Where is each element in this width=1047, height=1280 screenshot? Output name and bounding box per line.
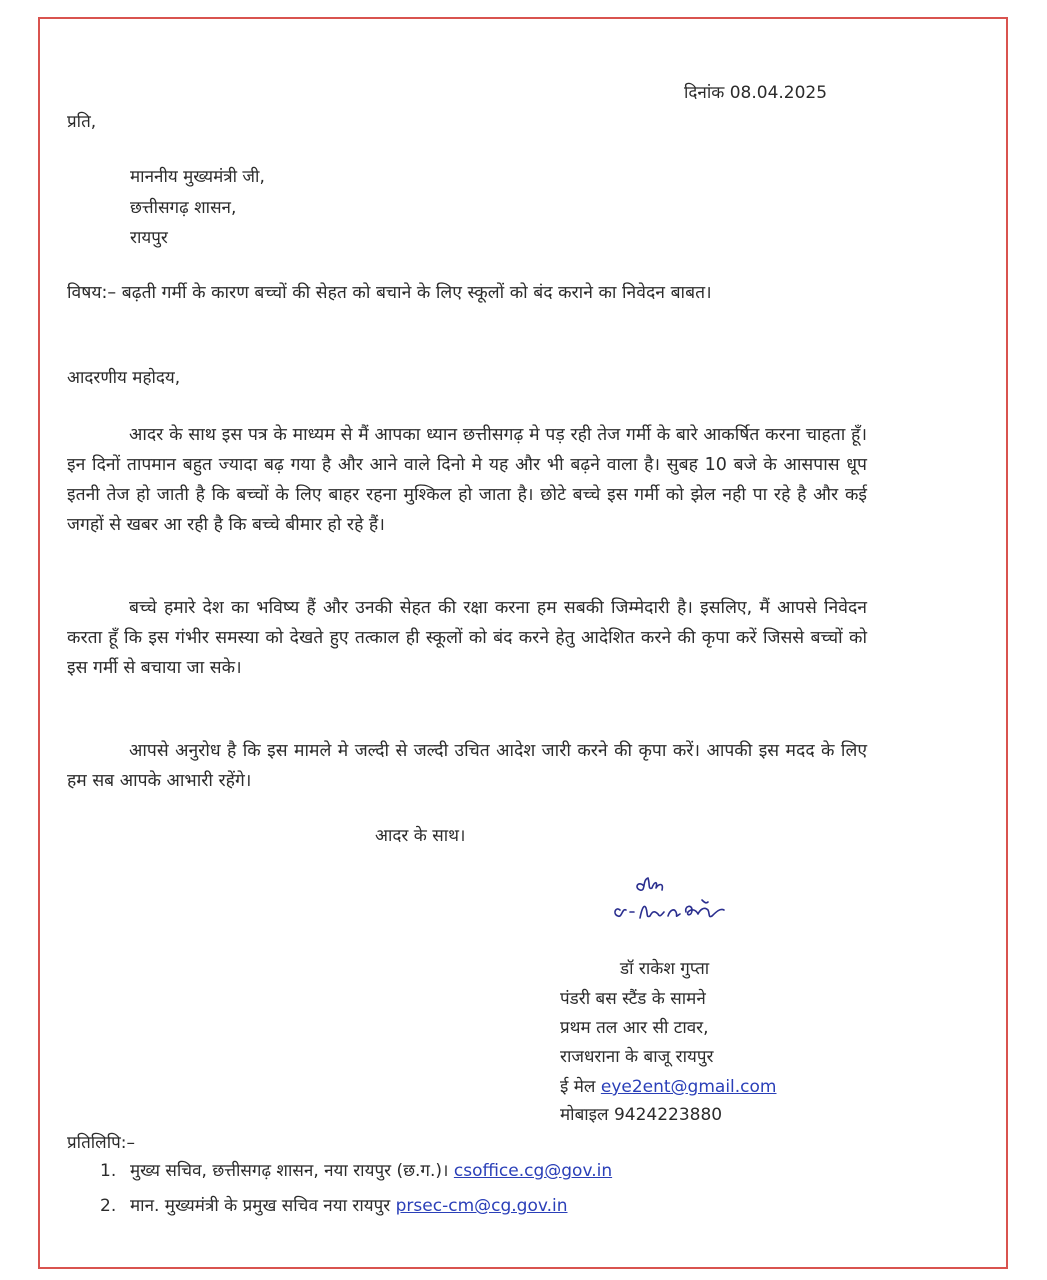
cc-item-1 <box>100 1160 612 1182</box>
to-label: प्रति, <box>67 112 97 132</box>
cc-item-1-email-link[interactable]: csoffice.cg@gov.in <box>453 1161 613 1181</box>
letter-date: दिनांक 08.04.2025 <box>684 83 828 103</box>
body-paragraph-1: आदर के साथ इस पत्र के माध्यम से मैं आपका ध्यान छत्तीसगढ़ मे पड़ रही तेज गर्मी के बारे आकर्षित करना चाहता हूँ। इन दिनों तापमान बहुत ज्यादा बढ़ गया है और आने वाले दिनो मे यह और भी बढ़ने वाला है। सुबह 10 बजे के आसपास धूप इतनी तेज हो जाती है कि बच्चों के लिए बाहर रहना मुश्किल हो जाता है। छोटे बच्चे इस गर्मी को झेल नही पा रहे है और कई जगहों से खबर आ रही है कि बच्चे बीमार हो रहे हैं। <box>67 425 867 535</box>
body-paragraph-2: बच्चे हमारे देश का भविष्य हैं और उनकी सेहत की रक्षा करना हम सबकी जिम्मेदारी है। इसलिए, मैं आपसे निवेदन करता हूँ कि इस गंभीर समस्या को देखते हुए तत्काल ही स्कूलों को बंद करने हेतु आदेशित करने की कृपा करें जिससे बच्चों को इस गर्मी से बचाया जा सके। <box>67 598 867 678</box>
sender-address-line-3: राजधराना के बाजू रायपुर <box>560 1047 714 1067</box>
cc-item-2 <box>100 1195 568 1217</box>
cc-item-1-text: मुख्य सचिव, छत्तीसगढ़ शासन, नया रायपुर (छ.ग.)। <box>130 1161 449 1181</box>
sender-address-line-1: पंडरी बस स्टैंड के सामने <box>560 989 706 1009</box>
recipient-line-1: माननीय मुख्यमंत्री जी, <box>130 167 265 187</box>
subject: विषय:– बढ़ती गर्मी के कारण बच्चों की सेहत को बचाने के लिए स्कूलों को बंद कराने का निवेदन बाबत। <box>67 283 712 303</box>
sender-email-row <box>560 1076 776 1098</box>
signature <box>592 872 762 940</box>
closing: आदर के साथ। <box>375 826 466 846</box>
sender-address-line-2: प्रथम तल आर सी टावर, <box>560 1018 709 1038</box>
recipient-line-2: छत्तीसगढ़ शासन, <box>130 198 237 218</box>
sender-email-link[interactable]: eye2ent@gmail.com <box>600 1077 777 1097</box>
cc-item-2-number: 2. <box>100 1196 117 1216</box>
cc-item-2-email-link[interactable]: prsec-cm@cg.gov.in <box>395 1196 568 1216</box>
cc-label: प्रतिलिपि:– <box>67 1133 135 1153</box>
recipient-line-3: रायपुर <box>130 228 168 248</box>
sender-email-label: ई मेल <box>560 1077 596 1097</box>
salutation: आदरणीय महोदय, <box>67 368 181 388</box>
sender-name: डॉ राकेश गुप्ता <box>620 959 710 979</box>
body-paragraph-3: आपसे अनुरोध है कि इस मामले मे जल्दी से जल्दी उचित आदेश जारी करने की कृपा करें। आपकी इस मदद के लिए हम सब आपके आभारी रहेंगे। <box>67 741 867 791</box>
sender-mobile: मोबाइल 9424223880 <box>560 1105 723 1125</box>
cc-item-1-number: 1. <box>100 1161 117 1181</box>
cc-item-2-text: मान. मुख्यमंत्री के प्रमुख सचिव नया रायपुर <box>130 1196 391 1216</box>
